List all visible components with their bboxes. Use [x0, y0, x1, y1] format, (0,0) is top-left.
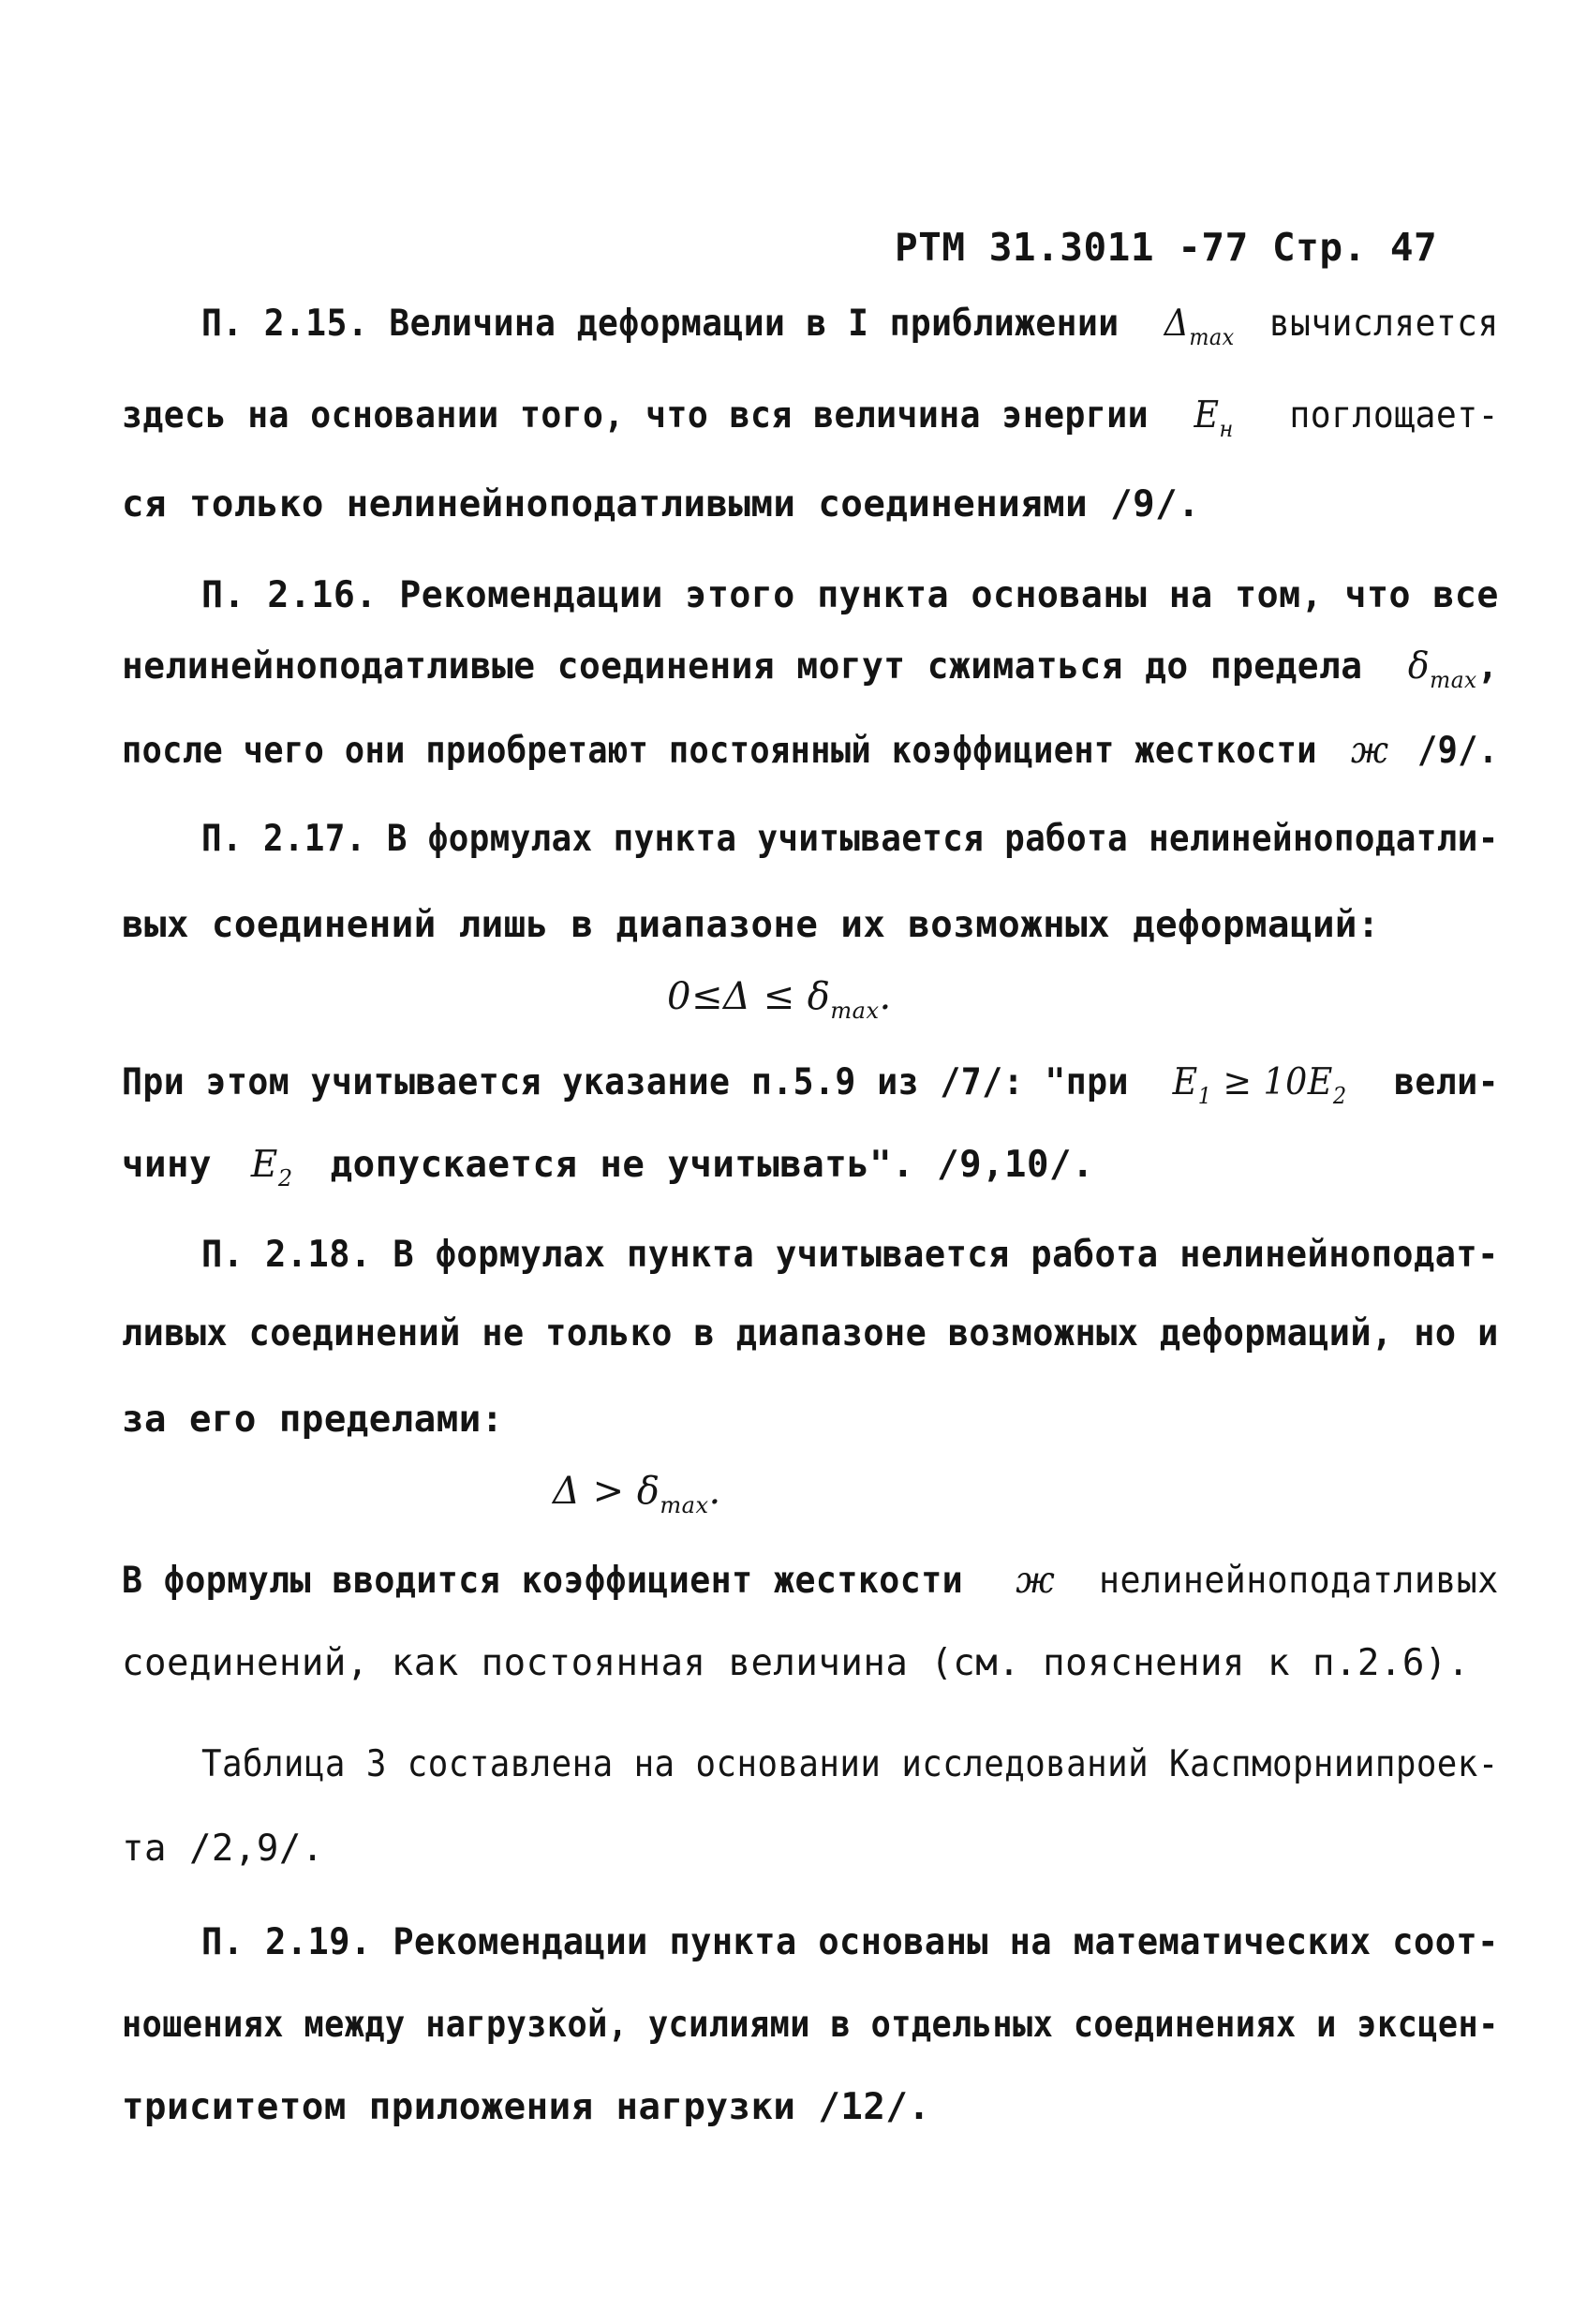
p215-line-3: ся только нелинейноподатливыми соединениями /9/.: [122, 483, 1201, 525]
e2-glyph: E: [250, 1144, 278, 1186]
p216-line-3-text: после чего они приобретают постоянный коэффициент жесткости: [122, 730, 1317, 772]
energy-symbol: [1194, 394, 1234, 442]
p217-line-3-end: вели-: [1394, 1061, 1500, 1103]
table3-line-2: та /2,9/.: [122, 1828, 324, 1870]
delta-small-glyph: δ: [1407, 645, 1431, 688]
p217-line-1: П. 2.17. В формулах пункта учитывается работа нелинейноподатли-: [201, 818, 1499, 860]
p216-line-2-text: нелинейноподатливые соединения могут сжиматься до предела: [122, 645, 1363, 688]
p219-line-2: ношениях между нагрузкой, усилиями в отдельных соединениях и эксцен-: [122, 2004, 1499, 2046]
p215-line-2: [122, 393, 1499, 442]
p216-line-2: [122, 644, 1499, 693]
p217-line-4: [122, 1143, 1094, 1192]
p217-line-3-text: При этом учитывается указание п.5.9 из /7/: "при: [122, 1061, 1129, 1103]
p217-line-3: [122, 1060, 1499, 1109]
delta-max-symbol: [1164, 303, 1235, 350]
energy-glyph: E: [1194, 394, 1220, 437]
p216-line-1: П. 2.16. Рекомендации этого пункта основаны на том, что все: [201, 574, 1499, 616]
formula-beyond-dot: .: [708, 1470, 721, 1513]
p217-line-2: вых соединений лишь в диапазоне их возможных деформаций:: [122, 904, 1380, 946]
p218-line-3: за его пределами:: [122, 1399, 504, 1441]
ratio-glyph: ≥ 10E: [1223, 1061, 1333, 1103]
formula-range-text: 0≤Δ ≤ δ: [667, 975, 831, 1018]
p215-line-2-text: здесь на основании того, что вся величина энергии: [122, 394, 1149, 437]
delta-glyph: Δ: [1164, 303, 1190, 345]
p218-line-1: П. 2.18. В формулах пункта учитывается работа нелинейноподат-: [201, 1234, 1499, 1276]
p217-line-4-end: допускается не учитывать". /9,10/.: [330, 1144, 1094, 1186]
e2-subscript: 2: [1332, 1083, 1347, 1109]
e1-glyph: E: [1172, 1061, 1198, 1103]
p215-line-2-end: поглощает-: [1289, 394, 1500, 437]
formula-beyond-subscript: max: [660, 1492, 709, 1518]
stiffness-symbol-2: ж: [1016, 1560, 1056, 1602]
formula-beyond: [553, 1469, 721, 1518]
comma: ,: [1476, 645, 1499, 688]
delta-max-symbol-2: [1407, 645, 1477, 693]
p219-line-3: триситетом приложения нагрузки /12/.: [122, 2086, 931, 2128]
e1-subscript: 1: [1197, 1083, 1212, 1109]
p216-line-3-end: /9/.: [1417, 730, 1499, 772]
formula-range: [667, 974, 892, 1024]
page-header: РТМ 31.3011 -77 Стр. 47: [895, 225, 1438, 270]
stiffness-symbol: ж: [1350, 730, 1389, 772]
formula-beyond-text: Δ > δ: [553, 1470, 660, 1513]
p218-line-4-text: В формулы вводится коэффициент жесткости: [122, 1560, 964, 1602]
p217-line-4-start: чину: [122, 1144, 212, 1186]
p218-line-2: ливых соединений не только в диапазоне возможных деформаций, но и: [122, 1312, 1499, 1354]
energy-subscript: н: [1219, 416, 1234, 442]
p218-line-4: [122, 1559, 1499, 1604]
p215-line-1-text: П. 2.15. Величина деформации в I приближении: [201, 303, 1120, 345]
p216-line-3: [122, 729, 1499, 774]
formula-range-subscript: max: [830, 998, 880, 1024]
table3-line-1: Таблица 3 составлена на основании исследований Каспморниипроек-: [201, 1743, 1499, 1785]
e2-symbol-subscript: 2: [277, 1165, 293, 1192]
energy-ratio-formula: [1172, 1061, 1347, 1109]
p218-line-5: соединений, как постоянная величина (см. пояснения к п.2.6).: [122, 1642, 1470, 1684]
p219-line-1: П. 2.19. Рекомендации пункта основаны на математических соот-: [201, 1921, 1499, 1963]
p215-line-1: [201, 302, 1499, 350]
e2-symbol: [250, 1144, 293, 1192]
p215-line-1-end: вычисляется: [1268, 303, 1499, 345]
formula-range-dot: .: [879, 975, 892, 1018]
max-subscript: max: [1189, 324, 1235, 350]
max-subscript-2: max: [1430, 667, 1477, 693]
p218-line-4-end: нелинейноподатливых: [1099, 1560, 1499, 1602]
